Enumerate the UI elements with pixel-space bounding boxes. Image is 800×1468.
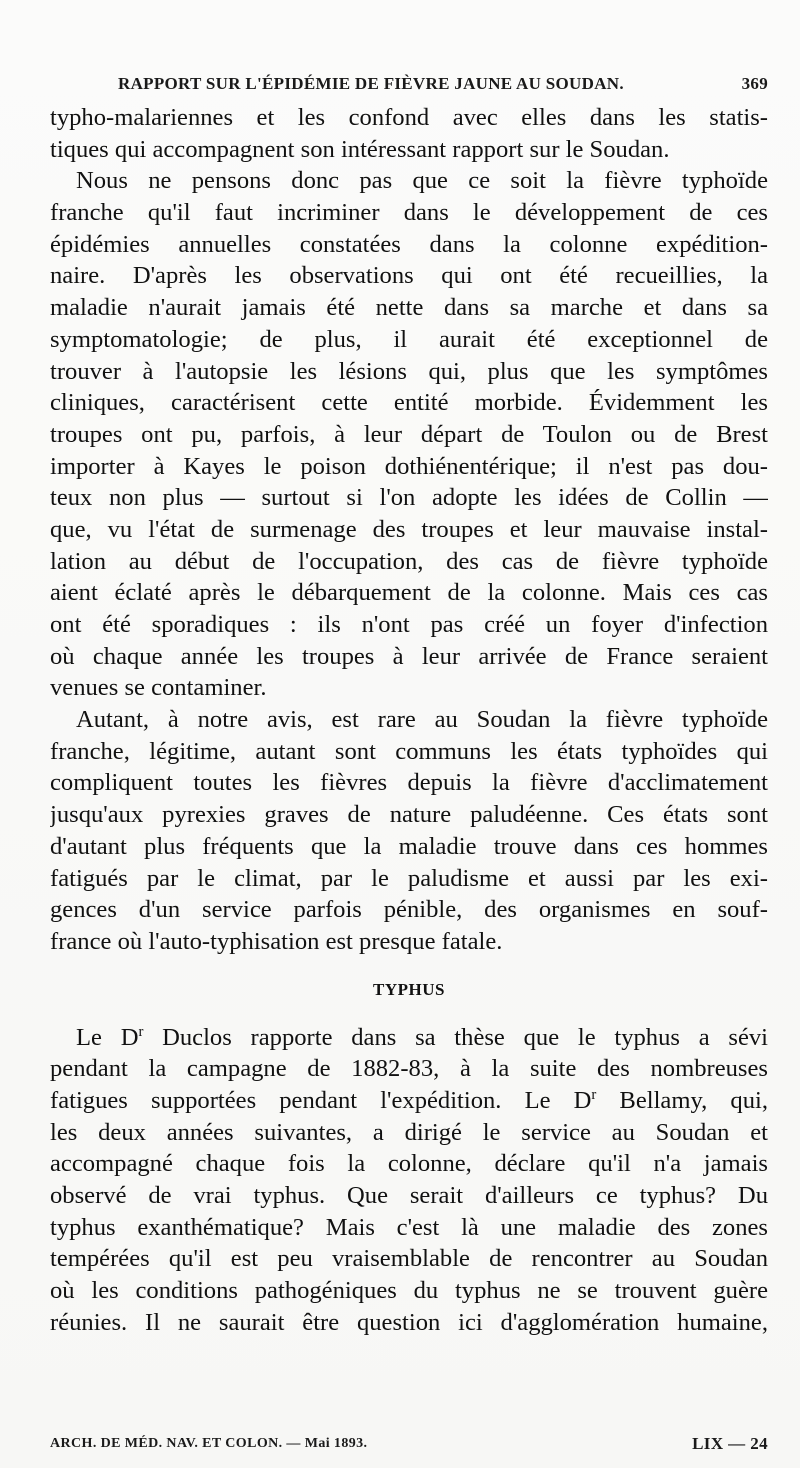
text-line: france où l'auto-typhisation est presque fatale. xyxy=(50,927,503,955)
text-line: maladie n'aurait jamais été nette dans sa marche et dans sa xyxy=(50,294,768,322)
text-line: tiques qui accompagnent son intéressant rapport sur le Soudan. xyxy=(50,135,670,163)
text-line: symptomatologie; de plus, il aurait été exceptionnel de xyxy=(50,325,768,353)
section-heading: TYPHUS xyxy=(373,979,445,999)
text-line: tempérées qu'il est peu vraisemblable de rencontrer au Soudan xyxy=(50,1245,768,1273)
text-fragment: Bellamy, qui, xyxy=(596,1086,768,1114)
running-head-title: RAPPORT SUR L'ÉPIDÉMIE DE FIÈVRE JAUNE AU SOUDAN. xyxy=(118,74,624,93)
page-footer xyxy=(50,1436,768,1460)
text-line: observé de vrai typhus. Que serait d'ailleurs ce typhus? Du xyxy=(50,1182,768,1209)
text-line: franche, légitime, autant sont communs les états typhoïdes qui xyxy=(50,737,768,765)
text-line: les deux années suivantes, a dirigé le service au Soudan et xyxy=(50,1118,768,1146)
text-fragment: fatigues supportées pendant l'expédition. Le D xyxy=(50,1086,592,1114)
text-line: venues se contaminer. xyxy=(50,674,267,702)
text-line: que, vu l'état de surmenage des troupes et leur mauvaise instal- xyxy=(50,515,768,543)
text-line: franche qu'il faut incriminer dans le développement de ces xyxy=(50,199,768,227)
text-line: compliquent toutes les fièvres depuis la fièvre d'acclimatement xyxy=(50,769,768,797)
text-line: où les conditions pathogéniques du typhus ne se trouvent guère xyxy=(50,1277,768,1305)
text-line: lation au début de l'occupation, des cas de fièvre typhoïde xyxy=(50,547,768,575)
text-line: pendant la campagne de 1882-83, à la suite des nombreuses xyxy=(50,1055,768,1083)
text-line: accompagné chaque fois la colonne, déclare qu'il n'a jamais xyxy=(50,1150,768,1178)
page-number: 369 xyxy=(741,74,768,93)
text-line: trouver à l'autopsie les lésions qui, plus que les symptômes xyxy=(50,357,768,385)
text-line: cliniques, caractérisent cette entité morbide. Évidemment les xyxy=(50,389,768,417)
text-line: importer à Kayes le poison dothiénentérique; il n'est pas dou- xyxy=(50,452,768,480)
text-line: typhus exanthématique? Mais c'est là une maladie des zones xyxy=(50,1213,768,1241)
text-line: naire. D'après les observations qui ont été recueillies, la xyxy=(50,262,768,290)
text-line: où chaque année les troupes à leur arrivée de France seraient xyxy=(50,642,768,670)
text-line xyxy=(50,1085,768,1117)
journal-reference: ARCH. DE MÉD. NAV. ET COLON. — Mai 1893. xyxy=(50,1436,368,1451)
superscript: r xyxy=(138,1023,144,1040)
body-text xyxy=(50,102,768,1338)
text-line: Nous ne pensons donc pas que ce soit la fièvre typhoïde xyxy=(76,167,768,195)
text-line: d'autant plus fréquents que la maladie trouve dans ces hommes xyxy=(50,832,768,860)
text-line: fatigués par le climat, par le paludisme et aussi par les exi- xyxy=(50,864,768,892)
superscript: r xyxy=(591,1086,597,1103)
text-line: jusqu'aux pyrexies graves de nature paludéenne. Ces états sont xyxy=(50,801,768,829)
text-line: aient éclaté après le débarquement de la colonne. Mais ces cas xyxy=(50,579,768,607)
text-line: épidémies annuelles constatées dans la colonne expédition- xyxy=(50,230,768,258)
text-line: ont été sporadiques : ils n'ont pas créé un foyer d'infection xyxy=(50,611,768,638)
running-head xyxy=(118,74,768,100)
text-line: gences d'un service parfois pénible, des organismes en souf- xyxy=(50,896,768,924)
text-line: réunies. Il ne saurait être question ici d'agglomération humaine, xyxy=(50,1308,768,1336)
text-line: troupes ont pu, parfois, à leur départ de Toulon ou de Brest xyxy=(50,420,768,448)
text-fragment: Duclos rapporte dans sa thèse que le typhus a sévi xyxy=(143,1023,768,1051)
text-line: teux non plus — surtout si l'on adopte les idées de Collin — xyxy=(50,484,768,512)
text-line: Autant, à notre avis, est rare au Soudan la fièvre typhoïde xyxy=(76,706,768,734)
text-fragment: Le D xyxy=(76,1023,139,1051)
text-line: typho-malariennes et les confond avec elles dans les statis- xyxy=(50,104,768,131)
text-line xyxy=(50,1022,768,1054)
signature-mark: LIX — 24 xyxy=(692,1434,768,1453)
